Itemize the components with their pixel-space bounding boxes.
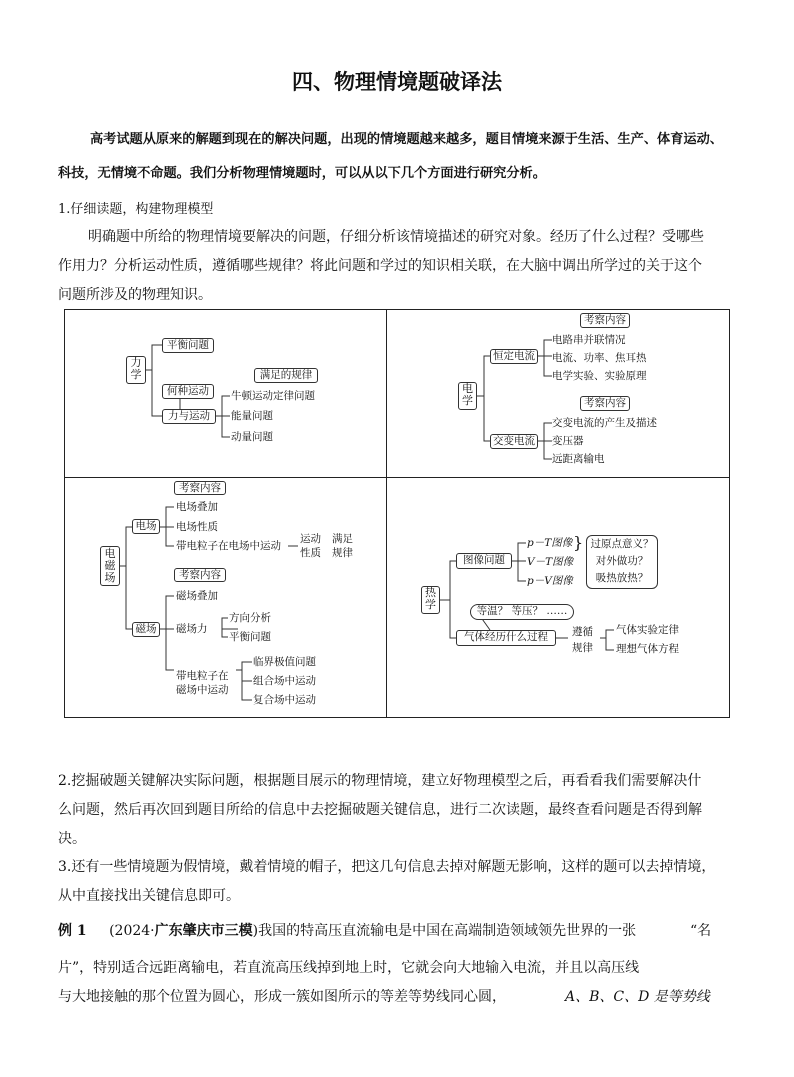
electricity-ac: 交变电流: [490, 434, 538, 449]
brace-icon: }: [573, 533, 584, 552]
mechanics-momentum: 动量问题: [231, 431, 273, 443]
mechanics-motion-type: 何种运动: [162, 384, 214, 399]
electricity-tag-dc: 考察内容: [580, 313, 630, 328]
mechanics-law-tag: 满足的规律: [254, 368, 318, 383]
example-label: 例 1: [58, 923, 87, 939]
example-source: 广东肇庆市三模: [154, 923, 253, 939]
thermo-process: 气体经历什么过程: [456, 630, 556, 646]
thermo-law-2: 理想气体方程: [616, 643, 679, 655]
example-source-suffix: ): [252, 923, 259, 939]
em-mf-1: 磁场叠加: [176, 590, 218, 602]
example-line-3: 与大地接触的那个位置为圆心，形成一簇如图所示的等差等势线同心圆，: [58, 989, 506, 1005]
electricity-root: 电学: [458, 382, 477, 410]
electricity-dc-3: 电学实验、实验原理: [552, 370, 647, 382]
em-root: 电磁场: [100, 546, 120, 586]
em-law: 规律: [332, 547, 353, 559]
thermo-pv: p－V图像: [527, 575, 573, 587]
mechanics-root: 力学: [126, 356, 146, 384]
em-balance: 平衡问题: [229, 631, 271, 643]
em-mf-3b: 磁场中运动: [176, 684, 229, 696]
diagram-divider-vertical: [386, 309, 387, 718]
em-ef-3: 带电粒子在电场中运动: [176, 540, 281, 552]
thermo-pt: p－T图像: [527, 537, 573, 549]
thermo-follow: 遵循: [572, 626, 593, 638]
electricity-dc-1: 电路串并联情况: [552, 334, 626, 346]
section2-p1: 2.挖掘破题关键解决实际问题，根据题目展示的物理情境，建立好物理模型之后，再看看我们需要解决什: [58, 773, 702, 789]
section1-p3: 问题所涉及的物理知识。: [58, 287, 212, 303]
em-satisfy: 满足: [332, 533, 353, 545]
page-title: 四、物理情境题破译法: [292, 70, 502, 94]
em-ef-1: 电场叠加: [176, 501, 218, 513]
section3-p1: 3.还有一些情境题为假情境，戴着情境的帽子，把这几句信息去掉对解题无影响，这样的题可以去掉情境，: [58, 859, 716, 875]
em-combined: 组合场中运动: [253, 675, 316, 687]
example-line-3b: A、B、C、D 是等势线: [565, 989, 710, 1005]
section2-p2: 么问题，然后再次回到题目所给的信息中去挖掘破题关键信息，进行二次读题，最终查看问题是否得到解: [58, 802, 702, 818]
em-tag-electric: 考察内容: [174, 481, 226, 495]
em-nature: 性质: [300, 547, 321, 559]
mechanics-force-motion: 力与运动: [162, 409, 216, 424]
thermo-rule: 规律: [572, 642, 593, 654]
thermo-q3: 吸热放热？: [595, 572, 649, 584]
em-direction: 方向分析: [229, 612, 271, 624]
example-quote: “名: [690, 923, 712, 939]
thermo-graph: 图像问题: [456, 553, 512, 569]
thermo-vt: V－T图像: [527, 556, 574, 568]
thermo-questions: [586, 535, 658, 589]
em-critical: 临界极值问题: [253, 656, 316, 668]
example-line-2: 片”，特别适合远距离输电，若直流高压线掉到地上时，它就会向大地输入电流，并且以高压线: [58, 960, 640, 976]
electricity-tag-ac: 考察内容: [580, 396, 630, 411]
thermo-process-question: 等温？ 等压？ ……: [470, 604, 574, 620]
intro-line-1: 高考试题从原来的解题到现在的解决问题，出现的情境题越来越多，题目情境来源于生活、生产、体育运动、: [90, 132, 723, 147]
em-motion: 运动: [300, 533, 321, 545]
intro-line-2: 科技，无情境不命题。我们分析物理情境题时，可以从以下几个方面进行研究分析。: [58, 166, 546, 181]
thermo-root: 热学: [421, 586, 440, 614]
electricity-ac-1: 交变电流的产生及描述: [552, 417, 657, 429]
example-source-prefix: (2024·: [109, 923, 155, 939]
em-mf-3a: 带电粒子在: [176, 670, 229, 682]
example-text-1: 我国的特高压直流输电是中国在高端制造领域领先世界的一张: [258, 923, 637, 939]
diagram-divider-horizontal: [64, 477, 730, 478]
electricity-dc-2: 电流、功率、焦耳热: [552, 352, 647, 364]
section3-p2: 从中直接找出关键信息即可。: [58, 888, 240, 904]
mechanics-newton: 牛顿运动定律问题: [231, 390, 315, 402]
section2-p3: 决。: [58, 831, 86, 847]
electricity-ac-3: 远距离输电: [552, 453, 605, 465]
em-tag-magnetic: 考察内容: [174, 568, 226, 582]
mechanics-energy: 能量问题: [231, 410, 273, 422]
thermo-q2: 对外做功？: [595, 555, 649, 567]
section1-p1: 明确题中所给的物理情境要解决的问题，仔细分析该情境描述的研究对象。经历了什么过程？受哪些: [88, 229, 704, 245]
section1-heading: 1.仔细读题，构建物理模型: [58, 202, 214, 217]
em-electric-field: 电场: [132, 519, 160, 534]
em-ef-2: 电场性质: [176, 521, 218, 533]
electricity-dc: 恒定电流: [490, 349, 538, 364]
em-magnetic-field: 磁场: [132, 622, 160, 637]
mechanics-balance: 平衡问题: [162, 338, 214, 353]
electricity-ac-2: 变压器: [552, 435, 584, 447]
em-mf-2: 磁场力: [176, 623, 208, 635]
thermo-law-1: 气体实验定律: [616, 624, 679, 636]
em-compound: 复合场中运动: [253, 694, 316, 706]
section1-p2: 作用力？分析运动性质，遵循哪些规律？将此问题和学过的知识相关联，在大脑中调出所学过的关于这个: [58, 258, 702, 274]
thermo-q1: 过原点意义？: [590, 538, 654, 550]
example-line-1: [58, 920, 636, 940]
